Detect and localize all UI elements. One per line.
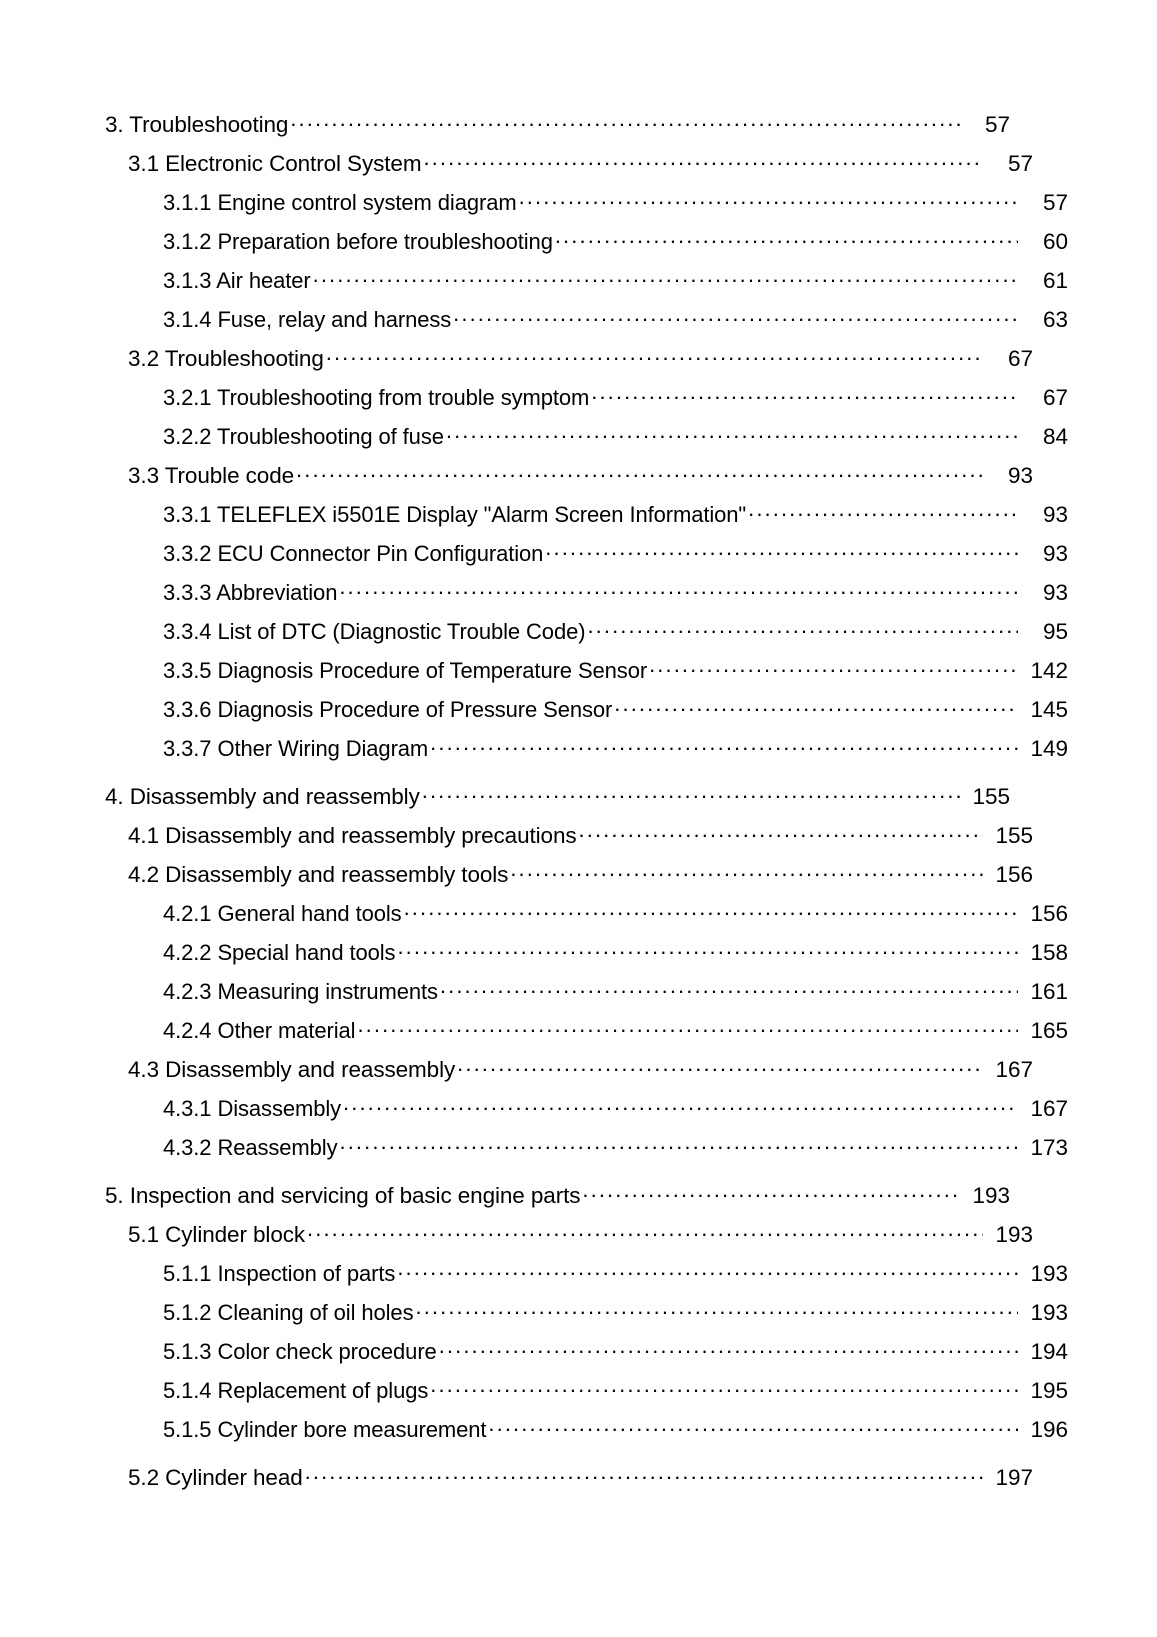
toc-entry-page-number: 167: [1030, 1096, 1068, 1121]
toc-entry-page-number: 193: [972, 1183, 1010, 1208]
toc-entry-title: 3.1.4 Fuse, relay and harness: [163, 307, 452, 332]
toc-entry-title: 3.3.7 Other Wiring Diagram: [163, 736, 429, 761]
toc-entry-page-number: 145: [1030, 697, 1068, 722]
toc-entry[interactable]: [100, 268, 1068, 307]
toc-entry-title: 4.2.3 Measuring instruments: [163, 979, 438, 1004]
toc-entry[interactable]: [100, 1222, 1033, 1261]
toc-entry-page-number: 167: [995, 1057, 1033, 1082]
toc-entry[interactable]: [100, 541, 1068, 580]
toc-entry-page-number: 67: [1007, 346, 1033, 371]
toc-entry[interactable]: [100, 1135, 1068, 1174]
toc-entry[interactable]: [100, 112, 1010, 151]
dot-leader: [305, 1469, 983, 1485]
toc-entry-title: 3.2 Troubleshooting: [128, 346, 324, 371]
toc-entry[interactable]: [100, 580, 1068, 619]
toc-entry-title: 5.1.2 Cleaning of oil holes: [163, 1300, 414, 1325]
dot-leader: [415, 1304, 1018, 1320]
toc-entry-page-number: 173: [1030, 1135, 1068, 1160]
toc-entry-page-number: 161: [1030, 979, 1068, 1004]
toc-entry[interactable]: [100, 1057, 1033, 1096]
toc-entry-page-number: 57: [1042, 190, 1068, 215]
toc-entry[interactable]: [100, 151, 1033, 190]
toc-entry-title: 5.2 Cylinder head: [128, 1465, 303, 1490]
toc-entry-title: 5. Inspection and servicing of basic engine parts: [105, 1183, 581, 1208]
toc-entry-page-number: 155: [972, 784, 1010, 809]
toc-entry[interactable]: [100, 823, 1033, 862]
toc-entry[interactable]: [100, 1261, 1068, 1300]
toc-entry[interactable]: [100, 940, 1068, 979]
dot-leader: [404, 905, 1018, 921]
toc-entry[interactable]: [100, 697, 1068, 736]
toc-entry[interactable]: [100, 1096, 1068, 1135]
toc-entry-title: 5.1 Cylinder block: [128, 1222, 306, 1247]
toc-entry-title: 3.1.3 Air heater: [163, 268, 311, 293]
toc-entry-title: 5.1.1 Inspection of parts: [163, 1261, 396, 1286]
toc-entry-title: 3. Troubleshooting: [105, 112, 289, 137]
dot-leader: [545, 545, 1018, 561]
toc-entry[interactable]: [100, 1465, 1033, 1504]
toc-entry[interactable]: [100, 1417, 1068, 1456]
toc-entry-page-number: 197: [995, 1465, 1033, 1490]
toc-entry-page-number: 84: [1042, 424, 1068, 449]
toc-entry-title: 3.3.4 List of DTC (Diagnostic Trouble Code): [163, 619, 586, 644]
toc-entry[interactable]: [100, 736, 1068, 775]
dot-leader: [579, 827, 983, 843]
toc-entry[interactable]: [100, 385, 1068, 424]
toc-entry[interactable]: [100, 229, 1068, 268]
toc-entry[interactable]: [100, 307, 1068, 346]
toc-entry-page-number: 193: [995, 1222, 1033, 1247]
toc-entry-page-number: 158: [1030, 940, 1068, 965]
dot-leader: [357, 1022, 1018, 1038]
toc-entry-page-number: 67: [1042, 385, 1068, 410]
toc-entry-title: 4.2.2 Special hand tools: [163, 940, 396, 965]
dot-leader: [340, 1139, 1019, 1155]
toc-entry-title: 3.3.5 Diagnosis Procedure of Temperature Sensor: [163, 658, 648, 683]
toc-entry-title: 3.3.3 Abbreviation: [163, 580, 338, 605]
toc-entry[interactable]: [100, 784, 1010, 823]
toc-entry-title: 4. Disassembly and reassembly: [105, 784, 420, 809]
dot-leader: [397, 1265, 1018, 1281]
toc-entry[interactable]: [100, 1183, 1010, 1222]
toc-entry-title: 3.3.1 TELEFLEX i5501E Display "Alarm Screen Information": [163, 502, 747, 527]
toc-entry[interactable]: [100, 1018, 1068, 1057]
toc-entry-page-number: 95: [1042, 619, 1068, 644]
dot-leader: [397, 944, 1018, 960]
dot-leader: [430, 1382, 1018, 1398]
toc-entry-page-number: 195: [1030, 1378, 1068, 1403]
toc-entry-page-number: 194: [1030, 1339, 1068, 1364]
toc-entry-title: 4.2.4 Other material: [163, 1018, 356, 1043]
toc-entry-title: 3.1 Electronic Control System: [128, 151, 422, 176]
toc-entry-page-number: 93: [1042, 502, 1068, 527]
dot-leader: [457, 1061, 983, 1077]
toc-entry-page-number: 165: [1030, 1018, 1068, 1043]
toc-entry[interactable]: [100, 463, 1033, 502]
dot-leader: [439, 1343, 1018, 1359]
toc-entry[interactable]: [100, 1339, 1068, 1378]
toc-entry-page-number: 93: [1042, 541, 1068, 566]
toc-entry-title: 3.1.1 Engine control system diagram: [163, 190, 517, 215]
dot-leader: [423, 155, 983, 171]
dot-leader: [326, 350, 983, 366]
toc-entry[interactable]: [100, 1300, 1068, 1339]
toc-entry-title: 3.3 Trouble code: [128, 463, 295, 488]
toc-entry-page-number: 155: [995, 823, 1033, 848]
toc-entry[interactable]: [100, 346, 1033, 385]
toc-entry[interactable]: [100, 979, 1068, 1018]
toc-entry[interactable]: [100, 502, 1068, 541]
toc-entry-page-number: 93: [1042, 580, 1068, 605]
toc-entry-page-number: 196: [1030, 1417, 1068, 1442]
toc-entry-title: 3.3.6 Diagnosis Procedure of Pressure Sensor: [163, 697, 613, 722]
dot-leader: [748, 506, 1018, 522]
dot-leader: [649, 662, 1018, 678]
toc-entry[interactable]: [100, 619, 1068, 658]
toc-entry-page-number: 57: [984, 112, 1010, 137]
dot-leader: [555, 233, 1018, 249]
dot-leader: [296, 467, 983, 483]
dot-leader: [307, 1226, 983, 1242]
toc-entry-title: 4.3.1 Disassembly: [163, 1096, 342, 1121]
toc-entry-page-number: 93: [1007, 463, 1033, 488]
toc-entry-page-number: 57: [1007, 151, 1033, 176]
toc-entry-title: 3.2.1 Troubleshooting from trouble symptom: [163, 385, 590, 410]
dot-leader: [488, 1421, 1018, 1437]
toc-entry-page-number: 63: [1042, 307, 1068, 332]
toc-entry-title: 4.2.1 General hand tools: [163, 901, 402, 926]
toc-entry[interactable]: [100, 424, 1068, 463]
toc-entry-page-number: 193: [1030, 1261, 1068, 1286]
toc-entry-page-number: 156: [995, 862, 1033, 887]
dot-leader: [290, 116, 960, 132]
toc-entry[interactable]: [100, 862, 1033, 901]
dot-leader: [510, 866, 983, 882]
dot-leader: [587, 623, 1018, 639]
toc-entry-title: 3.1.2 Preparation before troubleshooting: [163, 229, 553, 254]
dot-leader: [440, 983, 1018, 999]
toc-entry-title: 5.1.3 Color check procedure: [163, 1339, 437, 1364]
toc-entry[interactable]: [100, 190, 1068, 229]
toc-entry-page-number: 193: [1030, 1300, 1068, 1325]
toc-entry-title: 4.1 Disassembly and reassembly precautions: [128, 823, 577, 848]
dot-leader: [591, 389, 1018, 405]
toc-entry[interactable]: [100, 1378, 1068, 1417]
toc-entry[interactable]: [100, 658, 1068, 697]
dot-leader: [614, 701, 1018, 717]
toc-entry[interactable]: [100, 901, 1068, 940]
toc-entry-page-number: 61: [1042, 268, 1068, 293]
toc-entry-page-number: 156: [1030, 901, 1068, 926]
toc-entry-title: 3.2.2 Troubleshooting of fuse: [163, 424, 444, 449]
toc-entry-title: 4.3 Disassembly and reassembly: [128, 1057, 456, 1082]
dot-leader: [343, 1100, 1018, 1116]
dot-leader: [422, 788, 960, 804]
toc-entry-title: 5.1.5 Cylinder bore measurement: [163, 1417, 487, 1442]
dot-leader: [339, 584, 1018, 600]
toc-entry-title: 5.1.4 Replacement of plugs: [163, 1378, 429, 1403]
toc-entry-title: 4.2 Disassembly and reassembly tools: [128, 862, 509, 887]
dot-leader: [446, 428, 1018, 444]
toc-entry-title: 3.3.2 ECU Connector Pin Configuration: [163, 541, 544, 566]
toc-entry-page-number: 149: [1030, 736, 1068, 761]
dot-leader: [582, 1187, 960, 1203]
dot-leader: [519, 194, 1018, 210]
toc-entry-page-number: 60: [1042, 229, 1068, 254]
dot-leader: [313, 272, 1018, 288]
toc-entry-page-number: 142: [1030, 658, 1068, 683]
dot-leader: [430, 740, 1018, 756]
toc-entry-title: 4.3.2 Reassembly: [163, 1135, 338, 1160]
dot-leader: [453, 311, 1018, 327]
